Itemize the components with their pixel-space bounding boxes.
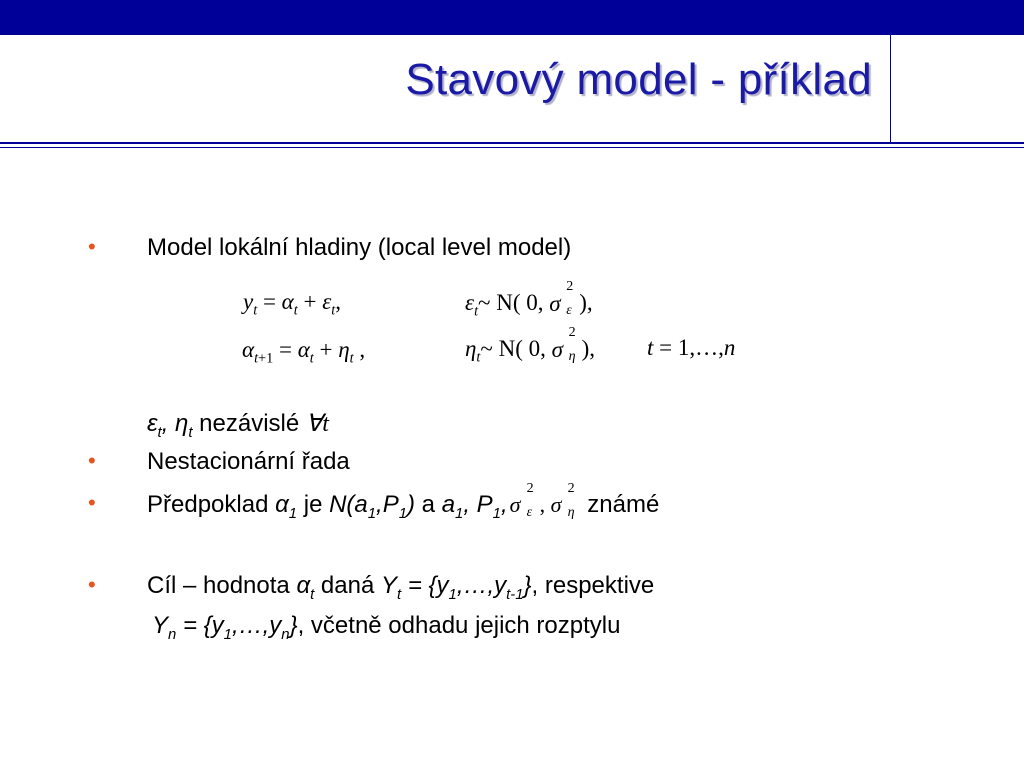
equation-state: $\alpha_{t+1} = \alpha_t + \eta_t$ , (242, 337, 366, 367)
title-divider-horizontal (0, 142, 1024, 144)
header-bar (0, 0, 1024, 35)
equation-observation: $y_t = \alpha_t + \varepsilon_t$, (243, 289, 341, 319)
bullet-marker: • (88, 572, 96, 597)
distribution-eta: $\eta_t\sim$ N( 0, σ 2 η ), (465, 325, 596, 366)
bullet-marker: • (88, 490, 96, 515)
bullet-goal: Cíl – hodnota $\alpha_t$ daná $Y_t$ = $\{y_1,\dots,y_{t-1}\}$, respektive (147, 572, 655, 603)
independence-statement: $\varepsilon_t$, $\eta_t$ nezávislé ∀t (147, 410, 329, 441)
title-divider-horizontal-thin (0, 147, 1024, 148)
bullet-nonstationary: Nestacionární řada (147, 448, 350, 475)
title-divider-vertical (890, 35, 891, 142)
distribution-epsilon: $\varepsilon_t\sim$ N( 0, σ 2 ε ), (465, 279, 593, 320)
bullet-marker: • (88, 448, 96, 473)
bullet-local-level-model: Model lokální hladiny (local level model) (147, 234, 572, 261)
bullet-assumption: Předpoklad $\alpha_1$ je $N(a_1,P_1)$ a $a_1$, $P_1$, σ 2 ε , σ 2 η známé (147, 481, 660, 522)
time-range: t = 1,…,n (647, 335, 736, 360)
slide-title: Stavový model - příklad (405, 55, 872, 104)
bullet-goal-continuation: $Y_n$ = $\{y_1,\dots,y_n\}$, včetně odhadu jejich rozptylu (152, 612, 621, 643)
bullet-marker: • (88, 234, 96, 259)
